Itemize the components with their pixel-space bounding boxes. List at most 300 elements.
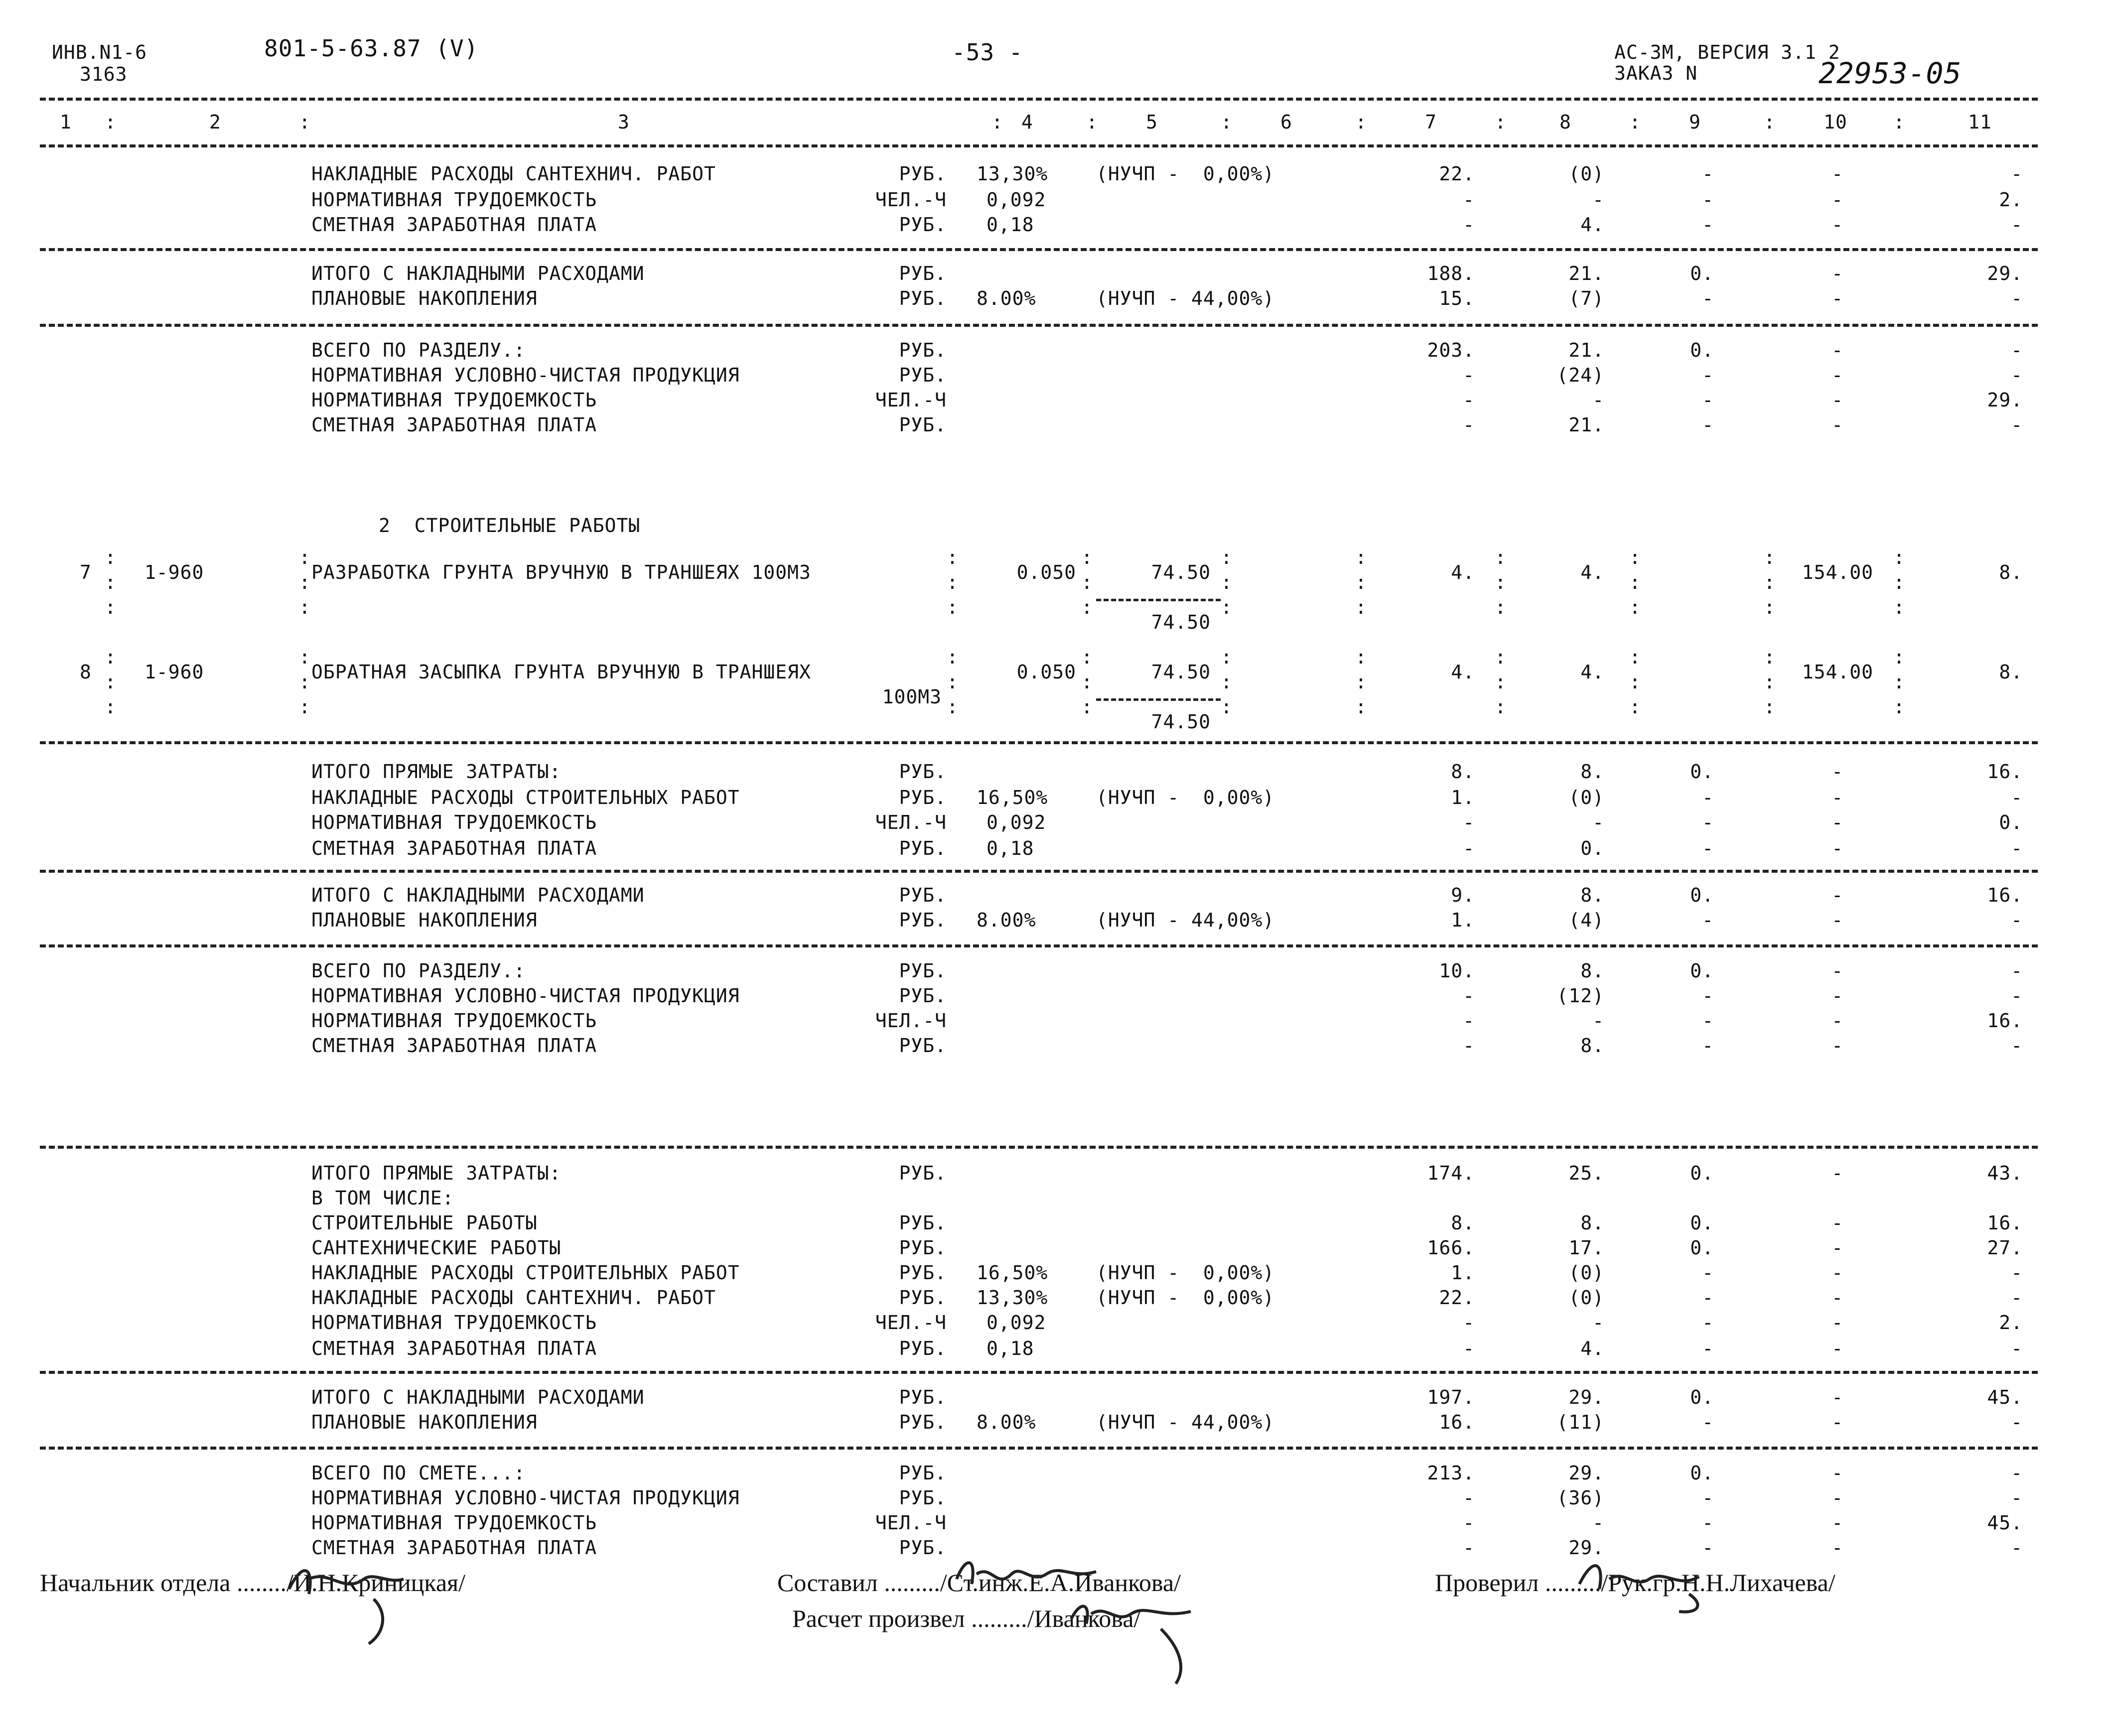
estimate-planned-col-9: - [1702,1411,1714,1433]
build-total-overhead-col-8: 8. [1580,884,1604,906]
estimate-grand-total-col-11: - [2011,1462,2023,1484]
build-labor-label: НОРМАТИВНАЯ ТРУДОЕМКОСТЬ [311,811,597,833]
total-direct-costs-label: ИТОГО ПРЯМЫЕ ЗАТРАТЫ: [311,1162,562,1184]
build-planned-rate: 8.00% [977,909,1036,931]
build-grand-total-col-8: 8. [1580,960,1604,982]
estimate-planned-col-11: - [2011,1411,2023,1433]
sanit-total-overhead-unit: РУБ. [899,263,947,284]
total-construction-col-7: 8. [1451,1212,1475,1234]
estimate-labor-total-label: НОРМАТИВНАЯ ТРУДОЕМКОСТЬ [311,1512,597,1534]
build-labor-rate: 0,092 [987,811,1046,833]
column-separator: : [1764,111,1776,133]
item-code: 1-960 [144,661,204,683]
sanit-wage-total-col-7: - [1463,414,1475,436]
total-labor-col-7: - [1463,1312,1475,1334]
sanit-grand-total-col-9: 0. [1690,339,1714,361]
build-overhead-col-9: - [1702,787,1714,808]
build-wage-col-9: - [1702,837,1714,859]
total-sanitary-col-7: 166. [1427,1237,1475,1259]
total-construction-col-10: - [1832,1212,1843,1234]
signature-composed: Составил ........./Ст.инж.Е.А.Иванкова/ [777,1569,1181,1597]
column-header-7: 7 [1425,111,1437,133]
sanit-nucp-col-10: - [1832,364,1843,386]
estimate-wage-total-col-11: - [2011,1537,2023,1559]
build-labor-col-8: - [1592,811,1604,833]
sanit-grand-total-col-10: - [1832,339,1843,361]
total-wage-col-10: - [1832,1337,1843,1359]
column-separator: : [299,596,311,618]
estimate-nucp-col-11: - [2011,1487,2023,1509]
sanit-wage-col-8: 4. [1580,214,1604,236]
item-col-10: 154.00 [1802,561,1873,583]
build-overhead-nucp: (НУЧП - 0,00%) [1096,787,1275,808]
build-nucp-unit: РУБ. [899,985,947,1007]
build-planned-col-9: - [1702,909,1714,931]
column-separator: : [1893,111,1905,133]
total-labor-col-10: - [1832,1312,1843,1334]
total-overhead-sanitary-col-9: - [1702,1287,1714,1309]
column-separator: : [1629,646,1641,668]
sanit-labor-total-col-11: 29. [1987,389,2023,411]
build-planned-nucp: (НУЧП - 44,00%) [1096,909,1275,931]
build-labor-total-unit: ЧЕЛ.-Ч [875,1010,947,1032]
column-separator: : [1355,596,1367,618]
sanit-wage-total-col-10: - [1832,414,1843,436]
item-number: 8 [80,661,92,683]
column-separator: : [947,546,959,568]
column-separator: : [1764,646,1776,668]
total-labor-rate: 0,092 [987,1312,1046,1334]
sanit-wage-rate: 0,18 [987,214,1034,236]
estimate-labor-total-unit: ЧЕЛ.-Ч [875,1512,947,1534]
estimate-labor-total-col-11: 45. [1987,1512,2023,1534]
estimate-planned-col-7: 16. [1439,1411,1475,1433]
sanit-overhead-col-8: (0) [1568,163,1604,185]
column-separator: : [1764,546,1776,568]
item-code: 1-960 [144,561,204,583]
estimate-nucp-col-8: (36) [1556,1487,1604,1509]
sanit-labor-col-8: - [1592,189,1604,211]
estimate-planned-label: ПЛАНОВЫЕ НАКОПЛЕНИЯ [311,1411,538,1433]
total-labor-label: НОРМАТИВНАЯ ТРУДОЕМКОСТЬ [311,1312,597,1334]
build-overhead-col-11: - [2011,787,2023,808]
build-wage-total-unit: РУБ. [899,1035,947,1057]
build-direct-costs-col-10: - [1832,761,1843,783]
build-wage-unit: РУБ. [899,837,947,859]
total-direct-costs-col-7: 174. [1427,1162,1475,1184]
item-number: 7 [80,561,92,583]
column-separator: : [1893,696,1905,718]
total-direct-costs-col-11: 43. [1987,1162,2023,1184]
build-planned-col-8: (4) [1568,909,1604,931]
inventory-label: ИНВ.N1-6 [52,41,147,63]
section-rule [40,248,2038,251]
column-separator: : [1629,696,1641,718]
sanit-labor-total-col-9: - [1702,389,1714,411]
build-labor-total-col-9: - [1702,1010,1714,1032]
order-number: 22953-05 [1819,56,1962,90]
column-separator: : [1081,571,1093,593]
column-separator: : [1629,596,1641,618]
column-separator: : [1221,646,1233,668]
column-separator: : [1893,646,1905,668]
item-unit: 100М3 [882,686,942,708]
sanit-grand-total-col-8: 21. [1568,339,1604,361]
sanit-labor-total-unit: ЧЕЛ.-Ч [875,389,947,411]
sanit-planned-col-11: - [2011,287,2023,309]
column-separator: : [299,671,311,693]
column-separator: : [1764,696,1776,718]
sanit-overhead-col-11: - [2011,163,2023,185]
build-labor-col-9: - [1702,811,1714,833]
column-separator: : [1893,571,1905,593]
column-separator: : [1629,546,1641,568]
column-separator: : [947,696,959,718]
column-separator: : [1495,646,1507,668]
sanit-total-overhead-col-8: 21. [1568,263,1604,284]
sanit-wage-col-10: - [1832,214,1843,236]
total-overhead-sanitary-unit: РУБ. [899,1287,947,1309]
estimate-grand-total-col-7: 213. [1427,1462,1475,1484]
total-overhead-construction-col-8: (0) [1568,1262,1604,1284]
sanit-planned-col-8: (7) [1568,287,1604,309]
build-labor-total-label: НОРМАТИВНАЯ ТРУДОЕМКОСТЬ [311,1010,597,1032]
build-labor-col-7: - [1463,811,1475,833]
sanit-grand-total-label: ВСЕГО ПО РАЗДЕЛУ.: [311,339,526,361]
estimate-wage-total-col-8: 29. [1568,1537,1604,1559]
build-total-overhead-col-10: - [1832,884,1843,906]
sanit-grand-total-col-11: - [2011,339,2023,361]
build-nucp-col-11: - [2011,985,2023,1007]
column-separator: : [1221,571,1233,593]
item-quantity: 0.050 [1016,661,1076,683]
section-title-construction: 2 СТРОИТЕЛЬНЫЕ РАБОТЫ [379,515,641,536]
sanit-labor-label: НОРМАТИВНАЯ ТРУДОЕМКОСТЬ [311,189,597,211]
column-separator: : [1355,546,1367,568]
sanit-total-overhead-col-9: 0. [1690,263,1714,284]
total-overhead-construction-rate: 16,50% [977,1262,1048,1284]
build-wage-col-10: - [1832,837,1843,859]
total-labor-col-8: - [1592,1312,1604,1334]
item-price: 74.50 [1151,561,1211,583]
column-separator: : [1764,571,1776,593]
estimate-planned-col-8: (11) [1556,1411,1604,1433]
build-wage-total-col-7: - [1463,1035,1475,1057]
estimate-wage-total-col-10: - [1832,1537,1843,1559]
total-sanitary-col-10: - [1832,1237,1843,1259]
build-grand-total-col-11: - [2011,960,2023,982]
item-name: ОБРАТНАЯ ЗАСЫПКА ГРУНТА ВРУЧНУЮ В ТРАНШЕЯХ [311,661,811,683]
total-overhead-sanitary-nucp: (НУЧП - 0,00%) [1096,1287,1275,1309]
build-total-overhead-unit: РУБ. [899,884,947,906]
build-labor-total-col-8: - [1592,1010,1604,1032]
estimate-total-overhead-col-10: - [1832,1386,1843,1408]
column-separator: : [1081,546,1093,568]
total-construction-unit: РУБ. [899,1212,947,1234]
build-total-overhead-col-7: 9. [1451,884,1475,906]
total-wage-col-8: 4. [1580,1337,1604,1359]
sanit-labor-rate: 0,092 [987,189,1046,211]
column-separator: : [1086,111,1098,133]
total-wage-col-11: - [2011,1337,2023,1359]
total-overhead-construction-col-9: - [1702,1262,1714,1284]
build-nucp-col-10: - [1832,985,1843,1007]
column-header-2: 2 [209,111,221,133]
column-separator: : [105,646,117,668]
build-labor-total-col-7: - [1463,1010,1475,1032]
column-separator: : [1495,596,1507,618]
build-planned-col-10: - [1832,909,1843,931]
total-sanitary-col-9: 0. [1690,1237,1714,1259]
build-direct-costs-col-7: 8. [1451,761,1475,783]
total-overhead-construction-col-10: - [1832,1262,1843,1284]
column-header-8: 8 [1559,111,1571,133]
item-col-7: 4. [1451,561,1475,583]
build-nucp-col-7: - [1463,985,1475,1007]
build-grand-total-col-10: - [1832,960,1843,982]
column-separator: : [105,111,117,133]
sanit-planned-col-10: - [1832,287,1843,309]
total-direct-costs-col-8: 25. [1568,1162,1604,1184]
sanit-labor-total-col-7: - [1463,389,1475,411]
total-overhead-construction-col-11: - [2011,1262,2023,1284]
build-nucp-col-9: - [1702,985,1714,1007]
estimate-labor-total-col-10: - [1832,1512,1843,1534]
sanit-wage-total-col-8: 21. [1568,414,1604,436]
build-labor-col-10: - [1832,811,1843,833]
column-separator: : [1629,111,1641,133]
sanit-nucp-unit: РУБ. [899,364,947,386]
column-separator: : [1495,111,1507,133]
sanit-total-overhead-col-7: 188. [1427,263,1475,284]
column-separator: : [1764,671,1776,693]
build-wage-total-col-11: - [2011,1035,2023,1057]
column-separator: : [1495,546,1507,568]
column-separator: : [1081,671,1093,693]
column-separator: : [1893,596,1905,618]
sanit-labor-total-col-8: - [1592,389,1604,411]
estimate-labor-total-col-9: - [1702,1512,1714,1534]
document-code: 801-5-63.87 (V) [264,35,479,62]
section-rule [40,1371,2038,1374]
column-header-3: 3 [618,111,630,133]
total-wage-col-9: - [1702,1337,1714,1359]
build-overhead-col-8: (0) [1568,787,1604,808]
estimate-wage-total-col-7: - [1463,1537,1475,1559]
estimate-grand-total-label: ВСЕГО ПО СМЕТЕ...: [311,1462,526,1484]
sanit-total-overhead-label: ИТОГО С НАКЛАДНЫМИ РАСХОДАМИ [311,263,645,284]
sanit-labor-col-10: - [1832,189,1843,211]
column-header-9: 9 [1689,111,1701,133]
estimate-labor-total-col-8: - [1592,1512,1604,1534]
build-wage-col-8: 0. [1580,837,1604,859]
sanit-wage-total-col-9: - [1702,414,1714,436]
total-construction-col-9: 0. [1690,1212,1714,1234]
column-separator: : [1221,596,1233,618]
total-sanitary-col-8: 17. [1568,1237,1604,1259]
estimate-grand-total-unit: РУБ. [899,1462,947,1484]
estimate-grand-total-col-9: 0. [1690,1462,1714,1484]
build-grand-total-label: ВСЕГО ПО РАЗДЕЛУ.: [311,960,526,982]
column-separator: : [1081,596,1093,618]
sanit-wage-col-11: - [2011,214,2023,236]
build-wage-total-col-10: - [1832,1035,1843,1057]
item-price-labor: 74.50 [1151,611,1211,633]
build-overhead-rate: 16,50% [977,787,1048,808]
build-overhead-unit: РУБ. [899,787,947,808]
sanit-labor-total-col-10: - [1832,389,1843,411]
estimate-grand-total-col-10: - [1832,1462,1843,1484]
item-quantity: 0.050 [1016,561,1076,583]
sanit-planned-unit: РУБ. [899,287,947,309]
estimate-total-overhead-col-8: 29. [1568,1386,1604,1408]
estimate-planned-rate: 8.00% [977,1411,1036,1433]
total-labor-col-11: 2. [1999,1312,2023,1334]
column-separator: : [1629,671,1641,693]
column-separator: : [105,571,117,593]
column-separator: : [299,546,311,568]
column-separator: : [1764,596,1776,618]
total-direct-costs-col-10: - [1832,1162,1843,1184]
column-separator: : [1355,696,1367,718]
sanit-labor-unit: ЧЕЛ.-Ч [875,189,947,211]
header-rule [40,98,2038,101]
column-separator: : [1221,111,1233,133]
sanit-planned-col-9: - [1702,287,1714,309]
estimate-nucp-col-10: - [1832,1487,1843,1509]
column-separator: : [1495,696,1507,718]
item-name: РАЗРАБОТКА ГРУНТА ВРУЧНУЮ В ТРАНШЕЯХ 100М3 [311,561,811,583]
build-overhead-label: НАКЛАДНЫЕ РАСХОДЫ СТРОИТЕЛЬНЫХ РАБОТ [311,787,740,808]
sanit-labor-col-7: - [1463,189,1475,211]
column-separator: : [105,696,117,718]
build-direct-costs-unit: РУБ. [899,761,947,783]
column-separator: : [1629,571,1641,593]
section-rule [40,324,2038,327]
column-separator: : [105,671,117,693]
sanit-overhead-col-7: 22. [1439,163,1475,185]
estimate-nucp-label: НОРМАТИВНАЯ УСЛОВНО-ЧИСТАЯ ПРОДУКЦИЯ [311,1487,740,1509]
total-direct-costs-col-9: 0. [1690,1162,1714,1184]
sanit-overhead-nucp: (НУЧП - 0,00%) [1096,163,1275,185]
estimate-grand-total-col-8: 29. [1568,1462,1604,1484]
estimate-total-overhead-unit: РУБ. [899,1386,947,1408]
build-planned-unit: РУБ. [899,909,947,931]
column-separator: : [299,111,311,133]
item-col-11: 8. [1999,561,2023,583]
column-separator: : [1355,571,1367,593]
estimate-total-overhead-col-9: 0. [1690,1386,1714,1408]
column-separator: : [1081,646,1093,668]
sanit-wage-unit: РУБ. [899,214,947,236]
total-wage-unit: РУБ. [899,1337,947,1359]
sanit-wage-total-unit: РУБ. [899,414,947,436]
column-header-11: 11 [1968,111,1992,133]
estimate-planned-unit: РУБ. [899,1411,947,1433]
page-number: -53 - [952,39,1023,66]
sanit-grand-total-unit: РУБ. [899,339,947,361]
build-nucp-col-8: (12) [1556,985,1604,1007]
build-grand-total-unit: РУБ. [899,960,947,982]
signature-checked: Проверил ........./Рук.гр.Н.Н.Лихачева/ [1435,1569,1836,1597]
build-nucp-label: НОРМАТИВНАЯ УСЛОВНО-ЧИСТАЯ ПРОДУКЦИЯ [311,985,740,1007]
item-price: 74.50 [1151,661,1211,683]
build-labor-col-11: 0. [1999,811,2023,833]
signature-head-of-department: Начальник отдела ......../И.Н.Криницкая/ [40,1569,466,1597]
total-sanitary-unit: РУБ. [899,1237,947,1259]
column-header-1: 1 [60,111,72,133]
build-direct-costs-col-11: 16. [1987,761,2023,783]
total-overhead-construction-col-7: 1. [1451,1262,1475,1284]
build-wage-col-7: - [1463,837,1475,859]
estimate-planned-nucp: (НУЧП - 44,00%) [1096,1411,1275,1433]
total-wage-label: СМЕТНАЯ ЗАРАБОТНАЯ ПЛАТА [311,1337,597,1359]
sanit-nucp-col-11: - [2011,364,2023,386]
sanit-planned-label: ПЛАНОВЫЕ НАКОПЛЕНИЯ [311,287,538,309]
section-rule [40,1146,2038,1149]
section-rule [40,944,2038,947]
sanit-planned-rate: 8.00% [977,287,1036,309]
handwritten-signature-calculated [1061,1589,1226,1689]
build-overhead-col-7: 1. [1451,787,1475,808]
sanit-nucp-col-9: - [1702,364,1714,386]
column-separator: : [1893,671,1905,693]
total-wage-col-7: - [1463,1337,1475,1359]
column-header-6: 6 [1280,111,1292,133]
sanit-total-overhead-col-11: 29. [1987,263,2023,284]
estimate-wage-total-col-9: - [1702,1537,1714,1559]
column-separator: : [105,596,117,618]
system-version: АС-3М, ВЕРСИЯ 3.1 2 [1614,41,1840,63]
column-header-5: 5 [1146,111,1158,133]
total-overhead-construction-label: НАКЛАДНЫЕ РАСХОДЫ СТРОИТЕЛЬНЫХ РАБОТ [311,1262,740,1284]
build-planned-label: ПЛАНОВЫЕ НАКОПЛЕНИЯ [311,909,538,931]
sanit-wage-total-col-11: - [2011,414,2023,436]
sanit-overhead-label: НАКЛАДНЫЕ РАСХОДЫ САНТЕХНИЧ. РАБОТ [311,163,716,185]
price-divider [1096,698,1221,701]
sanit-wage-col-9: - [1702,214,1714,236]
inventory-number: 3163 [80,63,128,85]
total-labor-col-9: - [1702,1312,1714,1334]
build-planned-col-7: 1. [1451,909,1475,931]
column-separator: : [1221,696,1233,718]
column-separator: : [299,696,311,718]
item-col-8: 4. [1580,561,1604,583]
estimate-labor-total-col-7: - [1463,1512,1475,1534]
sanit-grand-total-col-7: 203. [1427,339,1475,361]
sanit-labor-col-11: 2. [1999,189,2023,211]
column-separator: : [947,646,959,668]
column-header-4: 4 [1021,111,1033,133]
estimate-total-overhead-label: ИТОГО С НАКЛАДНЫМИ РАСХОДАМИ [311,1386,645,1408]
total-construction-label: СТРОИТЕЛЬНЫЕ РАБОТЫ [311,1212,538,1234]
sanit-wage-total-label: СМЕТНАЯ ЗАРАБОТНАЯ ПЛАТА [311,414,597,436]
column-separator: : [1221,671,1233,693]
item-price-labor: 74.50 [1151,711,1211,733]
total-overhead-construction-unit: РУБ. [899,1262,947,1284]
estimate-total-overhead-col-11: 45. [1987,1386,2023,1408]
build-labor-total-col-10: - [1832,1010,1843,1032]
column-separator: : [1081,696,1093,718]
build-wage-total-col-9: - [1702,1035,1714,1057]
total-overhead-sanitary-label: НАКЛАДНЫЕ РАСХОДЫ САНТЕХНИЧ. РАБОТ [311,1287,716,1309]
estimate-planned-col-10: - [1832,1411,1843,1433]
item-col-7: 4. [1451,661,1475,683]
estimate-nucp-col-9: - [1702,1487,1714,1509]
sanit-overhead-unit: РУБ. [899,163,947,185]
build-direct-costs-col-8: 8. [1580,761,1604,783]
sanit-overhead-col-9: - [1702,163,1714,185]
